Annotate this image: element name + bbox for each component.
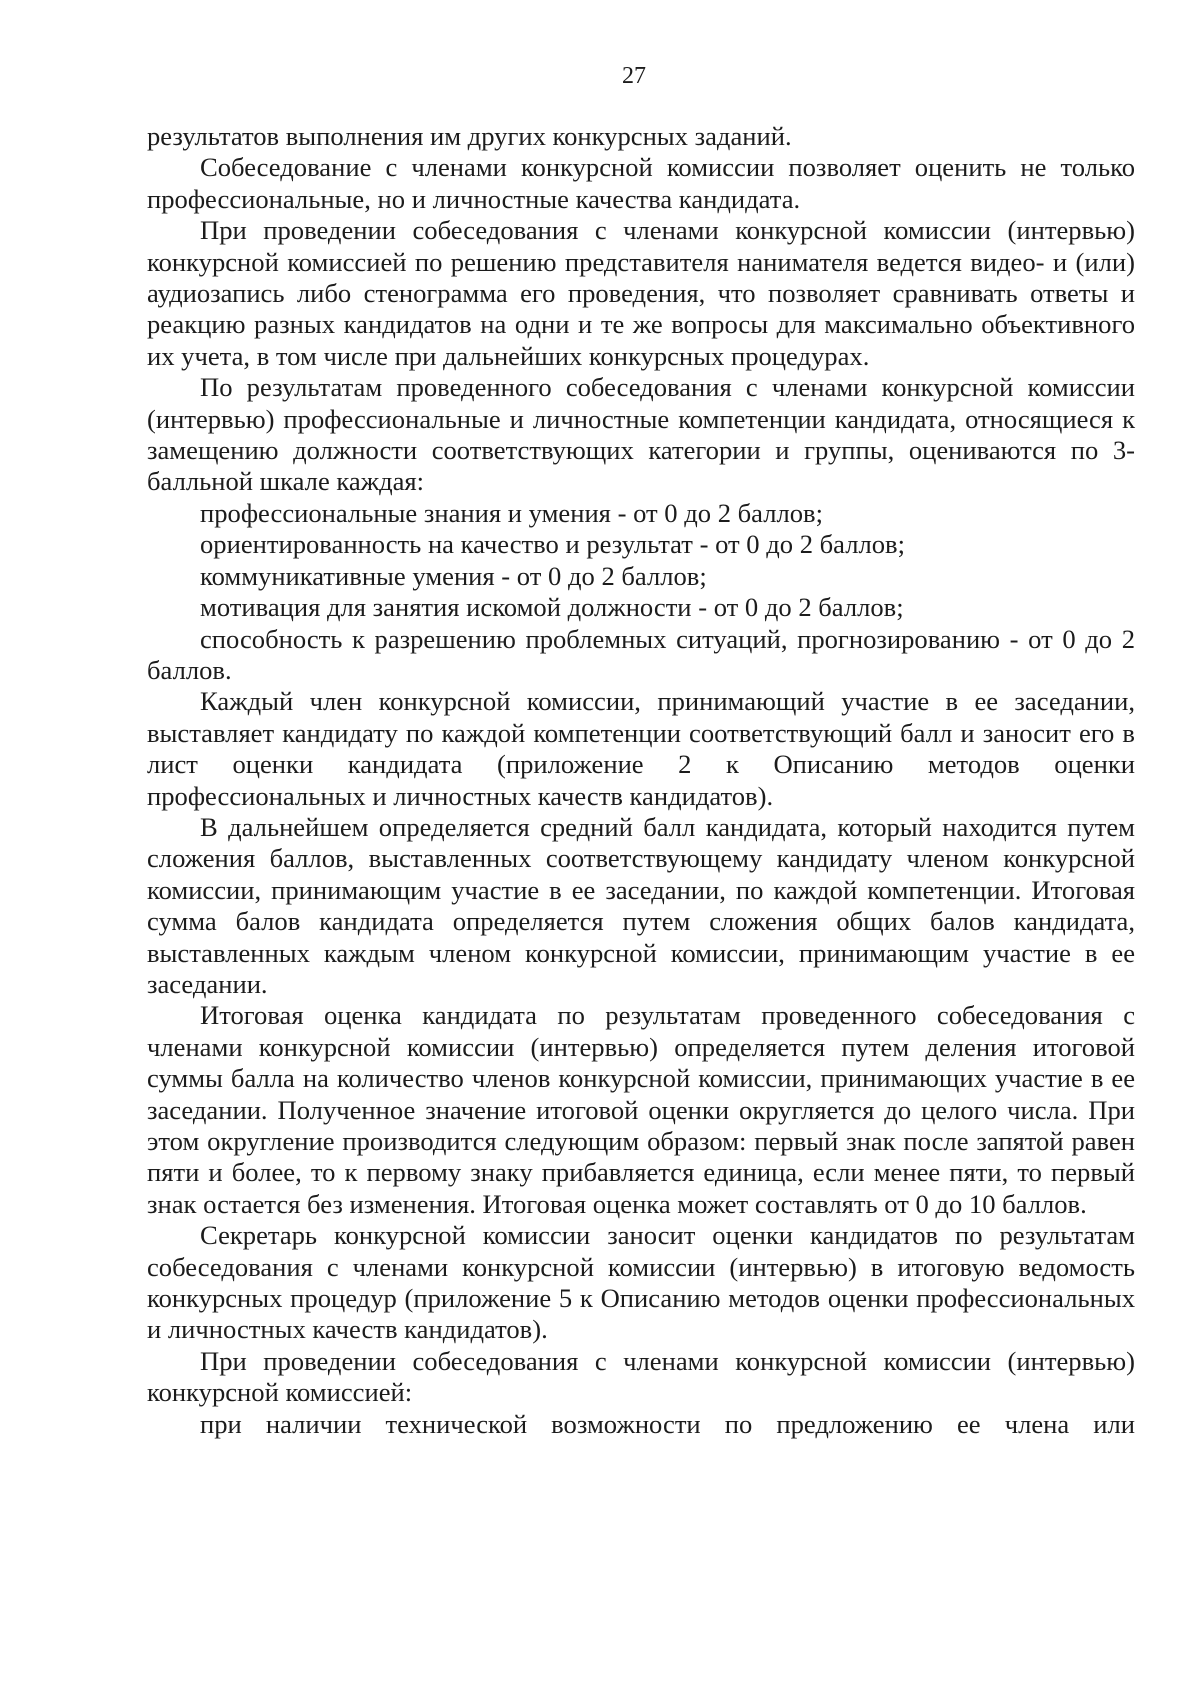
paragraph-secretary: Секретарь конкурсной комиссии заносит оценки кандидатов по результатам собеседования с членами конкурсной комиссии (интервью) в итоговую ведомость конкурсных процедур (приложение 5 к Описанию методов оценки профессиональных и личностных качеств кандидатов). (147, 1220, 1135, 1345)
list-item-problem-solving: способность к разрешению проблемных ситуаций, прогнозированию - от 0 до 2 баллов. (147, 623, 1135, 685)
paragraph-final-score: Итоговая оценка кандидата по результатам проведенного собеседования с членами конкурсной комиссии (интервью) определяется путем деления итоговой суммы балла на количество членов конкурсной комиссии, принимающих участие в ее заседании. Полученное значение итоговой оценки округляется до целого числа. При этом округление производится следующим образом: первый знак после запятой равен пяти и более, то к первому знаку прибавляется единица, если менее пяти, то первый знак остается без изменения. Итоговая оценка может составлять от 0 до 10 баллов. (147, 1000, 1135, 1219)
list-item-professional-knowledge: профессиональные знания и умения - от 0 до 2 баллов; (200, 497, 824, 528)
paragraph-technical-possibility: при наличии технической возможности по предложению ее члена или (200, 1408, 1135, 1439)
document-body (147, 121, 1135, 1440)
list-item-motivation: мотивация для занятия искомой должности - от 0 до 2 баллов; (200, 592, 904, 623)
paragraph-member-scoring: Каждый член конкурсной комиссии, принимающий участие в ее заседании, выставляет кандидату по каждой компетенции соответствующий балл и заносит его в лист оценки кандидата (приложение 2 к Описанию методов оценки профессиональных и личностных качеств кандидатов). (147, 686, 1135, 811)
page-number: 27 (622, 63, 646, 89)
paragraph-interview-purpose: Собеседование с членами конкурсной комиссии позволяет оценить не только профессиональные, но и личностные качества кандидата. (147, 152, 1135, 214)
list-item-communication-skills: коммуникативные умения - от 0 до 2 баллов; (200, 560, 707, 591)
paragraph-recording: При проведении собеседования с членами конкурсной комиссии (интервью) конкурсной комиссией по решению представителя нанимателя ведется видео- и (или) аудиозапись либо стенограмма его проведения, что позволяет сравнивать ответы и реакцию разных кандидатов на одни и те же вопросы для максимально объективного их учета, в том числе при дальнейших конкурсных процедурах. (147, 215, 1135, 371)
paragraph-competence-scale: По результатам проведенного собеседования с членами конкурсной комиссии (интервью) профессиональные и личностные компетенции кандидата, относящиеся к замещению должности соответствующих категории и группы, оцениваются по 3-балльной шкале каждая: (147, 372, 1135, 497)
list-item-quality-orientation: ориентированность на качество и результат - от 0 до 2 баллов; (200, 529, 906, 560)
paragraph-continuation: результатов выполнения им других конкурсных заданий. (147, 121, 792, 151)
paragraph-interview-conduct: При проведении собеседования с членами конкурсной комиссии (интервью) конкурсной комиссией: (147, 1345, 1135, 1408)
paragraph-average-score: В дальнейшем определяется средний балл кандидата, который находится путем сложения баллов, выставленных соответствующему кандидату членом конкурсной комиссии, принимающим участие в ее заседании, по каждой компетенции. Итоговая сумма балов кандидата определяется путем сложения общих балов кандидата, выставленных каждым членом конкурсной комиссии, принимающим участие в ее заседании. (147, 811, 1135, 999)
